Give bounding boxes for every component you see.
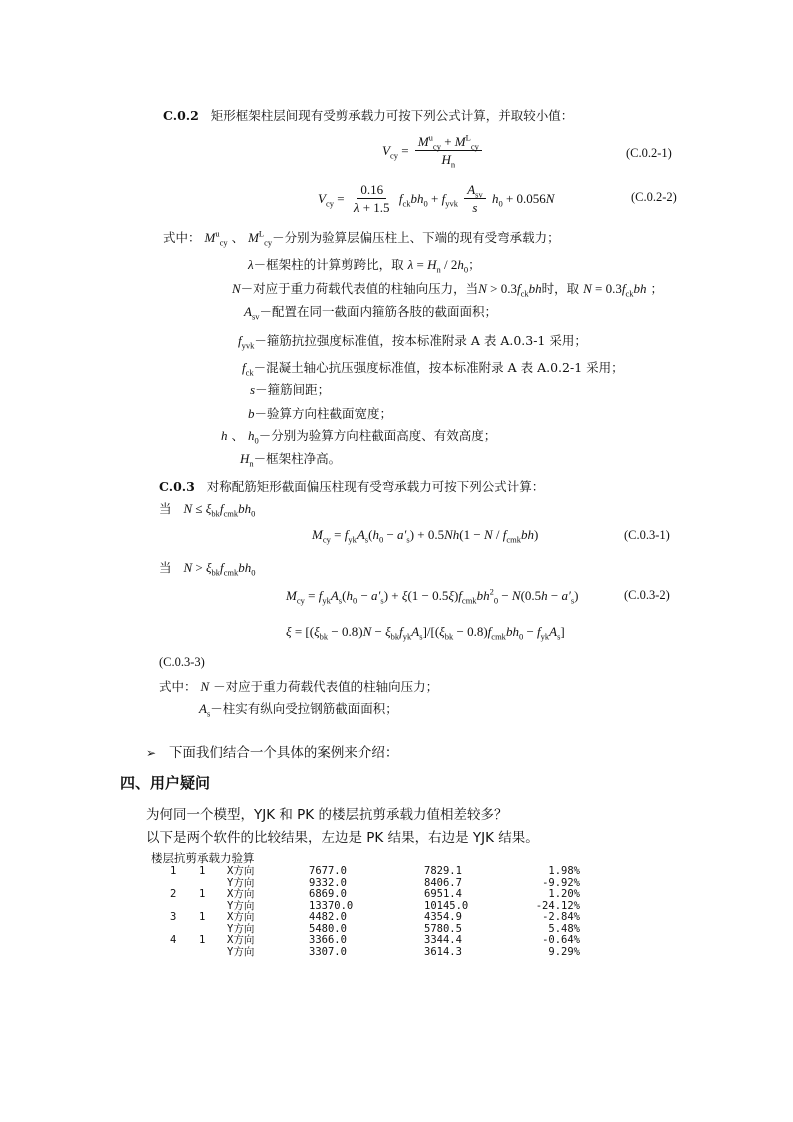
table-cell-pk: 9332.0 bbox=[309, 876, 347, 889]
clause-text: 对称配筋矩形截面偏压柱现有受弯承载力可按下列公式计算： bbox=[206, 479, 545, 494]
table-cell-floor: 3 bbox=[170, 911, 177, 923]
table-cell-pk: 5480.0 bbox=[309, 922, 347, 935]
table-cell-pk: 7677.0 bbox=[309, 865, 347, 877]
def-b: b－验算方向柱截面宽度； bbox=[248, 406, 393, 421]
table-cell-diff: 1.20% bbox=[548, 888, 580, 900]
table-cell-diff: -0.64% bbox=[542, 934, 580, 946]
table-cell-tower: 1 bbox=[199, 888, 206, 900]
def-asv: $A_{sv}-$配置在同一截面内箍筋各肢的截面面积； bbox=[244, 304, 498, 322]
table-cell-tower: 1 bbox=[199, 865, 206, 877]
condition-1: 当 $N \le \xi_{bk}f_{cmk}bh_0$ bbox=[159, 501, 256, 519]
def-fyvk: $f_{yvk}-$箍筋抗拉强度标准值，按本标准附录 A 表 A.0.3-1 采用； bbox=[238, 333, 587, 351]
def-lambda: λ－框架柱的计算剪跨比，取 $\lambda = H_n / 2h_0$； bbox=[248, 257, 481, 275]
compare-text: 以下是两个软件的比较结果，左边是 PK 结果，右边是 YJK 结果。 bbox=[146, 830, 539, 846]
table-cell-diff: 5.48% bbox=[548, 922, 580, 935]
section-heading: 四、用户疑问 bbox=[120, 774, 211, 792]
table-cell-pk: 3307.0 bbox=[309, 945, 347, 958]
table-row bbox=[0, 924, 793, 936]
def-h: h 、 $h_0-$分别为验算方向柱截面高度、有效高度； bbox=[221, 428, 497, 446]
equation-c02-1: $V_{cy}$ = $\frac{M^u_{cy} + M^L_{cy}}{H_n}$ bbox=[382, 134, 485, 167]
table-cell-dir: Y方向 bbox=[227, 945, 255, 958]
question-text: 为何同一个模型，YJK 和 PK 的楼层抗剪承载力值相差较多？ bbox=[146, 807, 508, 823]
table-cell-dir: X方向 bbox=[227, 911, 255, 923]
clause-c02 bbox=[163, 106, 573, 124]
table-cell-tower: 1 bbox=[199, 911, 206, 923]
table-cell-yjk: 10145.0 bbox=[424, 899, 469, 912]
equation-c03-2: $M_{cy} = f_{yk}A_s(h_0 - a'_s) + \xi(1 - 0.5\xi)f_{cmk}bh^2_0 - N(0.5h - a'_s)$ bbox=[286, 586, 579, 606]
table-row bbox=[0, 947, 793, 959]
clause-number: C.0.3 bbox=[159, 479, 195, 494]
def-c03-as: $A_s-$柱实有纵向受拉钢筋截面面积； bbox=[199, 701, 398, 719]
table-title: 楼层抗剪承载力验算 bbox=[151, 851, 255, 865]
equation-number: (C.0.3-1) bbox=[624, 528, 670, 542]
equation-number: (C.0.2-1) bbox=[626, 146, 672, 160]
table-cell-dir: X方向 bbox=[227, 934, 255, 946]
table-cell-yjk: 8406.7 bbox=[424, 876, 462, 889]
clause-text: 矩形框架柱层间现有受剪承载力可按下列公式计算，并取较小值： bbox=[210, 108, 574, 123]
table-cell-yjk: 7829.1 bbox=[424, 865, 462, 877]
table-cell-diff: -9.92% bbox=[542, 876, 580, 889]
table-cell-tower: 1 bbox=[199, 934, 206, 946]
equation-number: (C.0.2-2) bbox=[631, 190, 677, 204]
table-cell-dir: Y方向 bbox=[227, 922, 255, 935]
clause-c03 bbox=[159, 477, 544, 495]
table-row bbox=[0, 878, 793, 890]
table-cell-pk: 3366.0 bbox=[309, 934, 347, 946]
def-s: s－箍筋间距； bbox=[250, 382, 331, 397]
clause-number: C.0.2 bbox=[163, 108, 199, 123]
table-cell-yjk: 6951.4 bbox=[424, 888, 462, 900]
table-row bbox=[0, 912, 793, 924]
table-cell-dir: Y方向 bbox=[227, 876, 255, 889]
table-cell-floor: 2 bbox=[170, 888, 177, 900]
table-cell-dir: X方向 bbox=[227, 888, 255, 900]
table-cell-diff: 1.98% bbox=[548, 865, 580, 877]
table-cell-dir: Y方向 bbox=[227, 899, 255, 912]
equation-c03-1: $M_{cy} = f_{yk}A_s(h_0 - a'_s) + 0.5Nh(1 - N / f_{cmk}bh)$ bbox=[312, 527, 539, 545]
table-cell-diff: -2.84% bbox=[542, 911, 580, 923]
bullet-line: ➢ 下面我们结合一个具体的案例来介绍： bbox=[146, 745, 399, 761]
table-row bbox=[0, 866, 793, 878]
def-n: N－对应于重力荷载代表值的柱轴向压力，当$N > 0.3f_{ck}bh$时，取 $N = 0.3f_{ck}bh$ ； bbox=[232, 281, 664, 299]
table-row bbox=[0, 935, 793, 947]
table-cell-floor: 1 bbox=[170, 865, 177, 877]
table-cell-yjk: 3344.4 bbox=[424, 934, 462, 946]
equation-number: (C.0.3-2) bbox=[624, 588, 670, 602]
table-cell-diff: -24.12% bbox=[535, 899, 580, 912]
equation-c02-2: $V_{cy}$ = $\frac{0.16}{\lambda + 1.5}$ $f_{ck}bh_0 + f_{yvk}$ $\frac{A_{sv}}{s}$ $h_0 + 0.056N$ bbox=[318, 182, 555, 215]
table-row bbox=[0, 889, 793, 901]
table-cell-pk: 4482.0 bbox=[309, 911, 347, 923]
condition-2: 当 $N > \xi_{bk}f_{cmk}bh_0$ bbox=[159, 560, 256, 578]
table-cell-dir: X方向 bbox=[227, 865, 255, 877]
table-cell-yjk: 5780.5 bbox=[424, 922, 462, 935]
equation-number: (C.0.3-3) bbox=[159, 655, 205, 669]
table-cell-diff: 9.29% bbox=[548, 945, 580, 958]
def-hn: $H_n-$框架柱净高。 bbox=[240, 451, 342, 469]
def-fck: $f_{ck}-$混凝土轴心抗压强度标准值，按本标准附录 A 表 A.0.2-1 采用； bbox=[242, 360, 624, 378]
table-cell-yjk: 4354.9 bbox=[424, 911, 462, 923]
table-row bbox=[0, 901, 793, 913]
table-cell-yjk: 3614.3 bbox=[424, 945, 462, 958]
table-cell-pk: 13370.0 bbox=[309, 899, 354, 912]
table-cell-pk: 6869.0 bbox=[309, 888, 347, 900]
table-cell-floor: 4 bbox=[170, 934, 177, 946]
def-c03-n: 式中： N －对应于重力荷载代表值的柱轴向压力； bbox=[159, 679, 439, 694]
equation-c03-3: $\xi = [(\xi_{bk} - 0.8)N - \xi_{bk}f_{yk}A_s]/[(\xi_{bk} - 0.8)f_{cmk}bh_0 - f_{yk}A_s]$ bbox=[286, 624, 565, 642]
def-m: 式中： $M^u_{cy}$ 、 $M^L_{cy}-$分别为验算层偏压柱上、下端的现有受弯承载力； bbox=[163, 228, 560, 248]
arrow-bullet-icon: ➢ bbox=[146, 746, 157, 760]
